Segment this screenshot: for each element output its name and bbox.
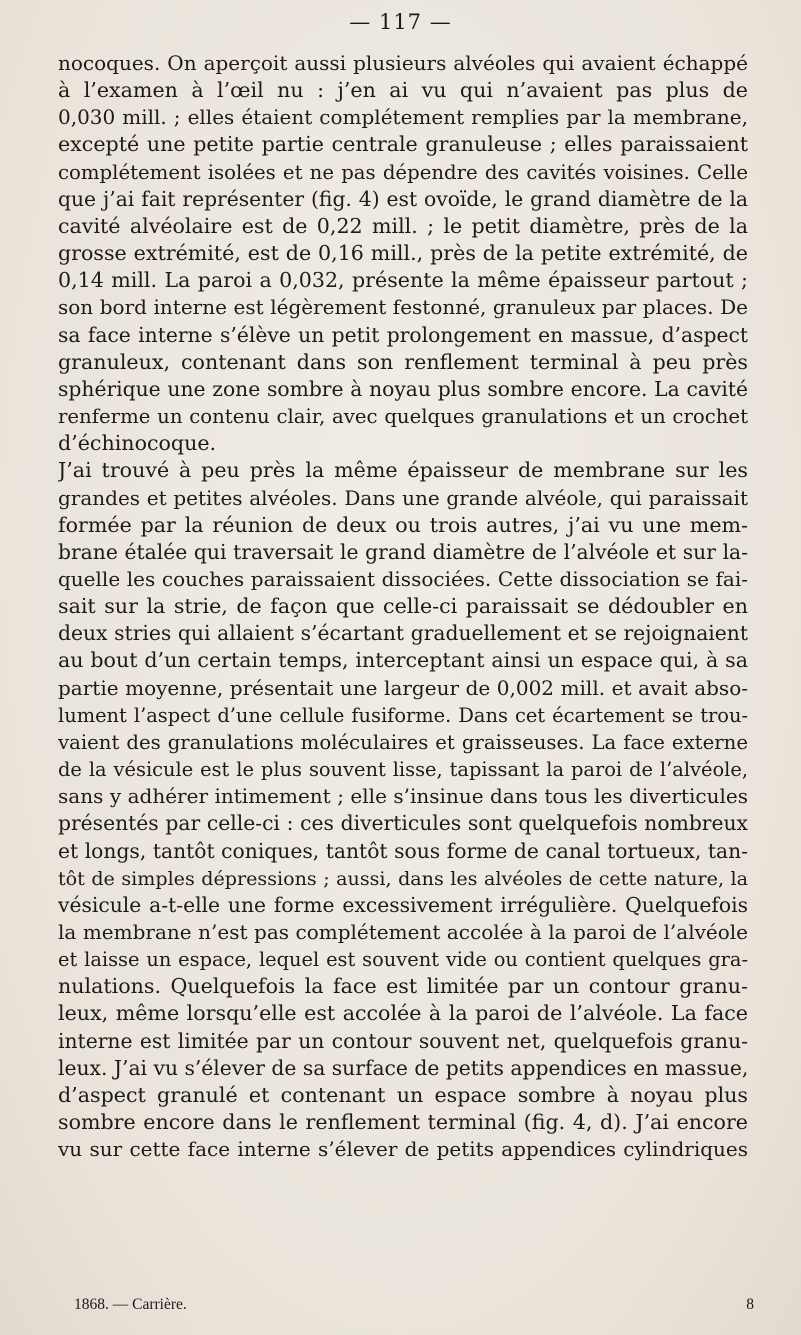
text-line: leux. J’ai vu s’élever de sa surface de petits appendices en massue, xyxy=(58,1055,748,1080)
text-line: quelle les couches paraissaient dissociées. Cette dissociation se fai- xyxy=(58,566,748,591)
text-line: au bout d’un certain temps, interceptant ainsi un espace qui, à sa xyxy=(58,648,748,673)
text-line: grosse extrémité, est de 0,16 mill., près de la petite extrémité, de xyxy=(58,241,748,266)
text-line: 0,14 mill. La paroi a 0,032, présente la même épaisseur partout ; xyxy=(58,268,748,293)
text-line: d’aspect granulé et contenant un espace sombre à noyau plus xyxy=(58,1082,748,1107)
text-line: brane étalée qui traversait le grand diamètre de l’alvéole et sur la- xyxy=(58,539,748,564)
text-line: à l’examen à l’œil nu : j’en ai vu qui n’avaient pas plus de xyxy=(58,78,748,103)
text-line: excepté une petite partie centrale granuleuse ; elles paraissaient xyxy=(58,132,748,157)
text-line: partie moyenne, présentait une largeur de 0,002 mill. et avait abso- xyxy=(58,675,748,700)
text-line: nocoques. On aperçoit aussi plusieurs alvéoles qui avaient échappé xyxy=(58,51,748,75)
text-line: deux stries qui allaient s’écartant graduellement et se rejoignaient xyxy=(58,621,748,646)
text-line: vaient des granulations moléculaires et graisseuses. La face externe xyxy=(58,730,748,754)
text-line: sa face interne s’élève un petit prolongement en massue, d’aspect xyxy=(58,322,748,347)
text-line: d’échinocoque. xyxy=(58,431,217,456)
body-text xyxy=(58,50,748,1163)
text-line: granuleux, contenant dans son renflement terminal à peu près xyxy=(58,349,748,374)
text-line: sphérique une zone sombre à noyau plus sombre encore. La cavité xyxy=(58,376,748,401)
text-line: et laisse un espace, lequel est souvent vide ou contient quelques gra- xyxy=(58,948,748,972)
text-line: formée par la réunion de deux ou trois autres, j’ai vu une mem- xyxy=(58,512,748,537)
text-line: sans y adhérer intimement ; elle s’insinue dans tous les diverticules xyxy=(58,784,748,809)
text-line: vésicule a-t-elle une forme excessivement irrégulière. Quelquefois xyxy=(58,892,748,917)
text-line: présentés par celle-ci : ces diverticules sont quelquefois nombreux xyxy=(58,811,748,836)
sheet-mark: 8 xyxy=(746,1296,754,1313)
text-line: J’ai trouvé à peu près la même épaisseur de membrane sur les xyxy=(58,458,748,483)
text-line: nulations. Quelquefois la face est limitée par un contour granu- xyxy=(58,974,748,999)
text-line: cavité alvéolaire est de 0,22 mill. ; le petit diamètre, près de la xyxy=(58,213,748,238)
text-line: vu sur cette face interne s’élever de petits appendices cylindriques xyxy=(58,1137,748,1162)
text-line: interne est limitée par un contour souvent net, quelquefois granu- xyxy=(58,1028,748,1053)
text-line: la membrane n’est pas complétement accolée à la paroi de l’alvéole xyxy=(58,920,748,944)
text-line: grandes et petites alvéoles. Dans une grande alvéole, qui paraissait xyxy=(58,485,748,510)
text-line: tôt de simples dépressions ; aussi, dans les alvéoles de cette nature, la xyxy=(58,866,748,890)
text-line: sait sur la strie, de façon que celle-ci paraissait se dédoubler en xyxy=(58,594,748,619)
text-line: que j’ai fait représenter (fig. 4) est ovoïde, le grand diamètre de la xyxy=(58,186,748,211)
text-line: et longs, tantôt coniques, tantôt sous forme de canal tortueux, tan- xyxy=(58,838,748,863)
text-line: son bord interne est légèrement festonné, granuleux par places. De xyxy=(58,295,748,320)
text-line: complétement isolées et ne pas dépendre des cavités voisines. Celle xyxy=(58,160,748,184)
text-line: leux, même lorsqu’elle est accolée à la paroi de l’alvéole. La face xyxy=(58,1001,748,1026)
page-number: — 117 — xyxy=(349,10,452,34)
text-line: 0,030 mill. ; elles étaient complétement remplies par la membrane, xyxy=(58,105,748,130)
text-line: renferme un contenu clair, avec quelques granulations et un crochet xyxy=(58,405,748,429)
printer-signature: 1868. — Carrière. xyxy=(74,1296,187,1313)
text-line: lument l’aspect d’une cellule fusiforme. Dans cet écartement se trou- xyxy=(58,703,748,727)
text-line: de la vésicule est le plus souvent lisse, tapissant la paroi de l’alvéole, xyxy=(58,758,748,782)
text-line: sombre encore dans le renflement terminal (fig. 4, d). J’ai encore xyxy=(58,1110,748,1135)
